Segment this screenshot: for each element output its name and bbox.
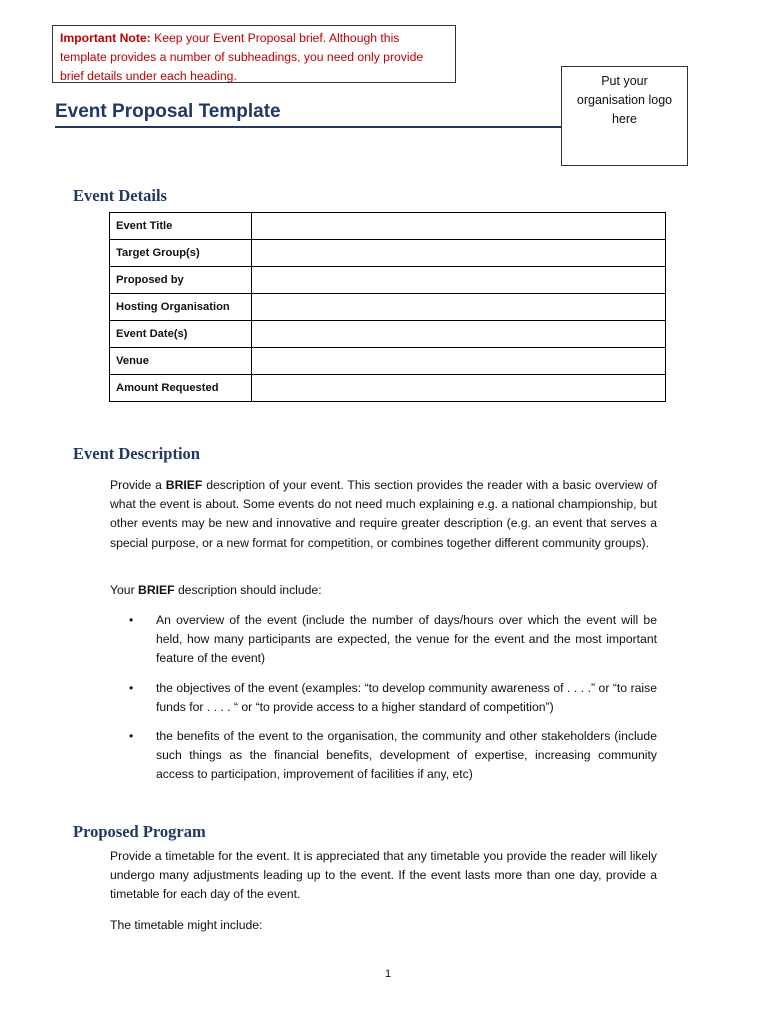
row-value-field[interactable] [252, 267, 666, 294]
timetable-intro: The timetable might include: [110, 918, 263, 932]
row-label: Hosting Organisation [110, 294, 252, 321]
logo-placeholder-line: organisation logo [576, 93, 673, 107]
row-label: Event Date(s) [110, 321, 252, 348]
row-value-field[interactable] [252, 321, 666, 348]
event-details-heading: Event Details [73, 186, 167, 205]
row-value-field[interactable] [252, 240, 666, 267]
event-description-bullets [110, 611, 657, 795]
title-divider [55, 126, 561, 128]
event-details-table [109, 212, 666, 402]
bullet-icon: • [129, 680, 134, 695]
event-description-include: Your BRIEF description should include: [110, 583, 322, 597]
table-row [110, 267, 666, 294]
table-row [110, 321, 666, 348]
list-item: • the objectives of the event (examples: “to develop community awareness of . . . .” or “to raise funds for . . . . “ or “to provide access to a higher standard of competition”) [129, 680, 657, 714]
proposed-program-heading: Proposed Program [73, 822, 206, 841]
event-description-heading: Event Description [73, 444, 200, 463]
table-row [110, 240, 666, 267]
row-label: Event Title [110, 213, 252, 240]
list-item: • the benefits of the event to the organisation, the community and other stakeholders (include such things as the financial benefits, development of expertise, increasing community access to participation, improvement of facilities if any, etc) [129, 729, 657, 782]
important-note-label: Important Note: [60, 31, 151, 45]
row-label: Proposed by [110, 267, 252, 294]
row-label: Amount Requested [110, 375, 252, 402]
table-row [110, 294, 666, 321]
row-label: Venue [110, 348, 252, 375]
list-item: • An overview of the event (include the number of days/hours over which the event will be held, how many participants are expected, the venue for the event and the most important feature of the event) [129, 613, 657, 666]
row-label: Target Group(s) [110, 240, 252, 267]
bullet-icon: • [129, 613, 134, 627]
logo-placeholder-line: here [611, 112, 638, 126]
row-value-field[interactable] [252, 375, 666, 402]
row-value-field[interactable] [252, 213, 666, 240]
table-row [110, 213, 666, 240]
row-value-field[interactable] [252, 348, 666, 375]
important-note-text: Keep your Event Proposal brief. Although this template provides a number of subheadings, you need only provide brief details under each heading. [60, 31, 424, 83]
bullet-icon: • [129, 729, 134, 744]
event-description-intro: Provide a BRIEF description of your event. This section provides the reader with a basic overview of what the event is about. Some events do not need much explaining e.g. a national championship, but other events may be new and innovative and require greater description (e.g. an event that serves a special purpose, or a new format for competition, or combines together different community groups). [110, 478, 658, 550]
proposed-program-text: Provide a timetable for the event. It is appreciated that any timetable you provide the reader will likely undergo many adjustments leading up to the event. If the event lasts more than one day, provide a timetable for each day of the event. [110, 849, 657, 902]
document-title: Event Proposal Template [55, 101, 281, 122]
important-note-box [52, 25, 456, 83]
logo-placeholder-box [561, 66, 688, 166]
table-row [110, 348, 666, 375]
page-number: 1 [384, 968, 392, 980]
table-row [110, 375, 666, 402]
logo-placeholder-line: Put your [601, 74, 648, 88]
row-value-field[interactable] [252, 294, 666, 321]
